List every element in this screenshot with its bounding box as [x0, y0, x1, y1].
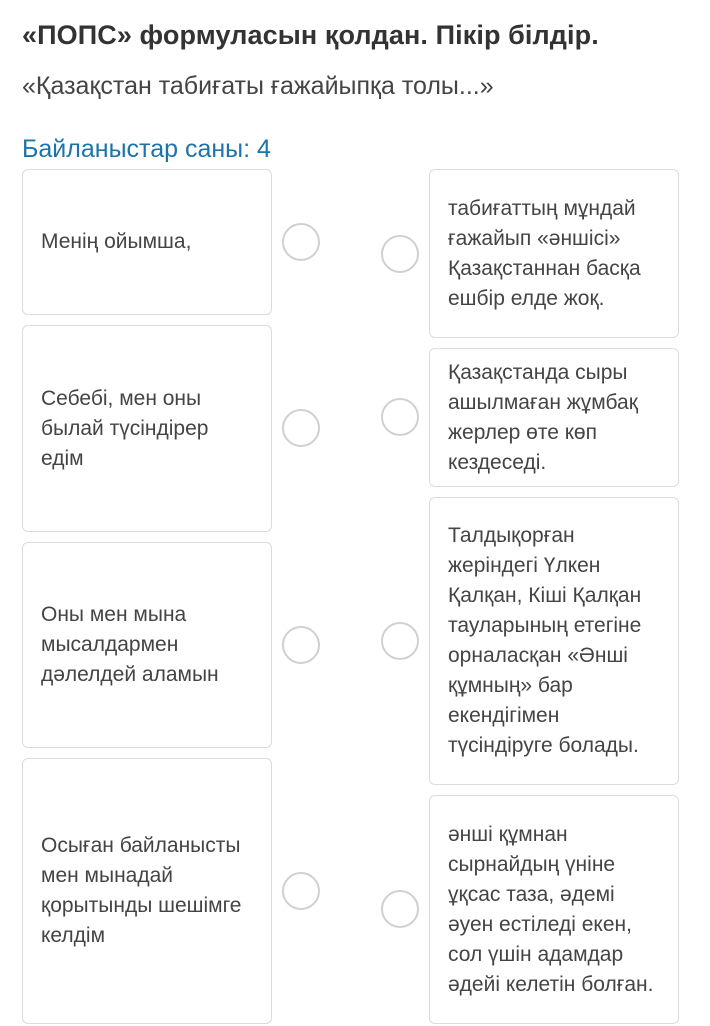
left-item-2[interactable]	[22, 325, 272, 532]
right-connector-3[interactable]	[381, 622, 419, 660]
left-connector-1[interactable]	[282, 223, 320, 261]
right-item-label: Талдықорған жеріндегі Үлкен Қалқан, Кіші Қалқан тауларының етегіне орналасқан «Әнші құмның» бар екендігімен түсіндіруге болады.	[448, 524, 642, 757]
left-item-4[interactable]	[22, 758, 272, 1024]
left-item-1[interactable]	[22, 169, 272, 315]
right-item-3[interactable]	[429, 497, 679, 785]
question-subtitle: «Қазақстан табиғаты ғажайыпқа толы...»	[22, 72, 494, 100]
right-item-1[interactable]	[429, 169, 679, 338]
left-item-label: Осыған байланысты мен мынадай қорытынды шешімге келдім	[41, 834, 242, 947]
right-item-2[interactable]	[429, 348, 679, 487]
right-item-label: Қазақстанда сыры ашылмаған жұмбақ жерлер өте көп кездеседі.	[448, 360, 638, 474]
right-connector-4[interactable]	[381, 890, 419, 928]
right-connector-2[interactable]	[381, 398, 419, 436]
left-connector-2[interactable]	[282, 409, 320, 447]
right-item-label: әнші құмнан сырнайдың үніне ұқсас таза, әдемі әуен естіледі екен, сол үшін адамдар әдейі келетін болған.	[448, 822, 654, 996]
right-connector-1[interactable]	[381, 235, 419, 273]
connections-count: Байланыстар саны: 4	[22, 135, 271, 163]
question-title: «ПОПС» формуласын қолдан. Пікір білдір.	[22, 20, 599, 50]
left-connector-4[interactable]	[282, 872, 320, 910]
left-item-label: Себебі, мен оны былай түсіндірер едім	[41, 386, 209, 470]
left-item-3[interactable]	[22, 542, 272, 748]
left-item-label: Менің ойымша,	[41, 230, 192, 253]
right-item-4[interactable]	[429, 795, 679, 1024]
left-connector-3[interactable]	[282, 626, 320, 664]
right-item-label: табиғаттың мұндай ғажайып «әншісі» Қазақстаннан басқа ешбір елде жоқ.	[448, 196, 641, 310]
left-item-label: Оны мен мына мысалдармен дәлелдей аламын	[41, 603, 219, 686]
